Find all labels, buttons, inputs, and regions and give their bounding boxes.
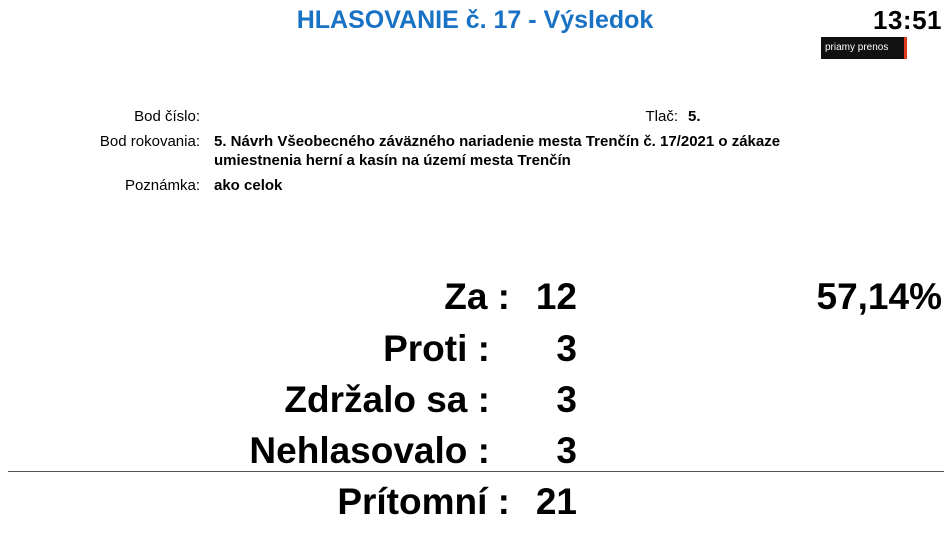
pritomni-value: 21 [535,481,577,522]
bod-rokovania-line-2: umiestnenia herní a kasín na území mesta Trenčín [214,152,571,169]
results-divider [8,471,944,472]
za-value: 12 [535,276,577,317]
za-label: Za : [444,276,510,317]
proti-label: Proti : [383,328,490,369]
live-broadcast-badge: priamy prenos [821,37,907,59]
tlac-value: 5. [688,108,701,125]
tlac-label: Tlač: [645,108,678,125]
pritomni-label: Prítomní : [337,481,510,522]
poznamka-label: Poznámka: [124,177,200,194]
za-percent: 57,14% [816,276,942,317]
poznamka-value: ako celok [214,177,283,194]
clock: 13:51 [873,5,942,35]
bod-rokovania-label: Bod rokovania: [99,133,200,150]
nehlasovalo-label: Nehlasovalo : [249,430,490,471]
proti-value: 3 [556,328,577,369]
nehlasovalo-value: 3 [556,430,577,471]
page-title [0,6,950,35]
bod-rokovania-line-1: 5. Návrh Všeobecného záväzného nariadenie mesta Trenčín č. 17/2021 o zákaze [214,133,781,150]
zdrzalo-value: 3 [556,379,577,420]
bod-cislo-label: Bod číslo: [134,108,200,125]
page-title-text: HLASOVANIE č. 17 - Výsledok [296,6,654,34]
zdrzalo-label: Zdržalo sa : [284,379,490,420]
